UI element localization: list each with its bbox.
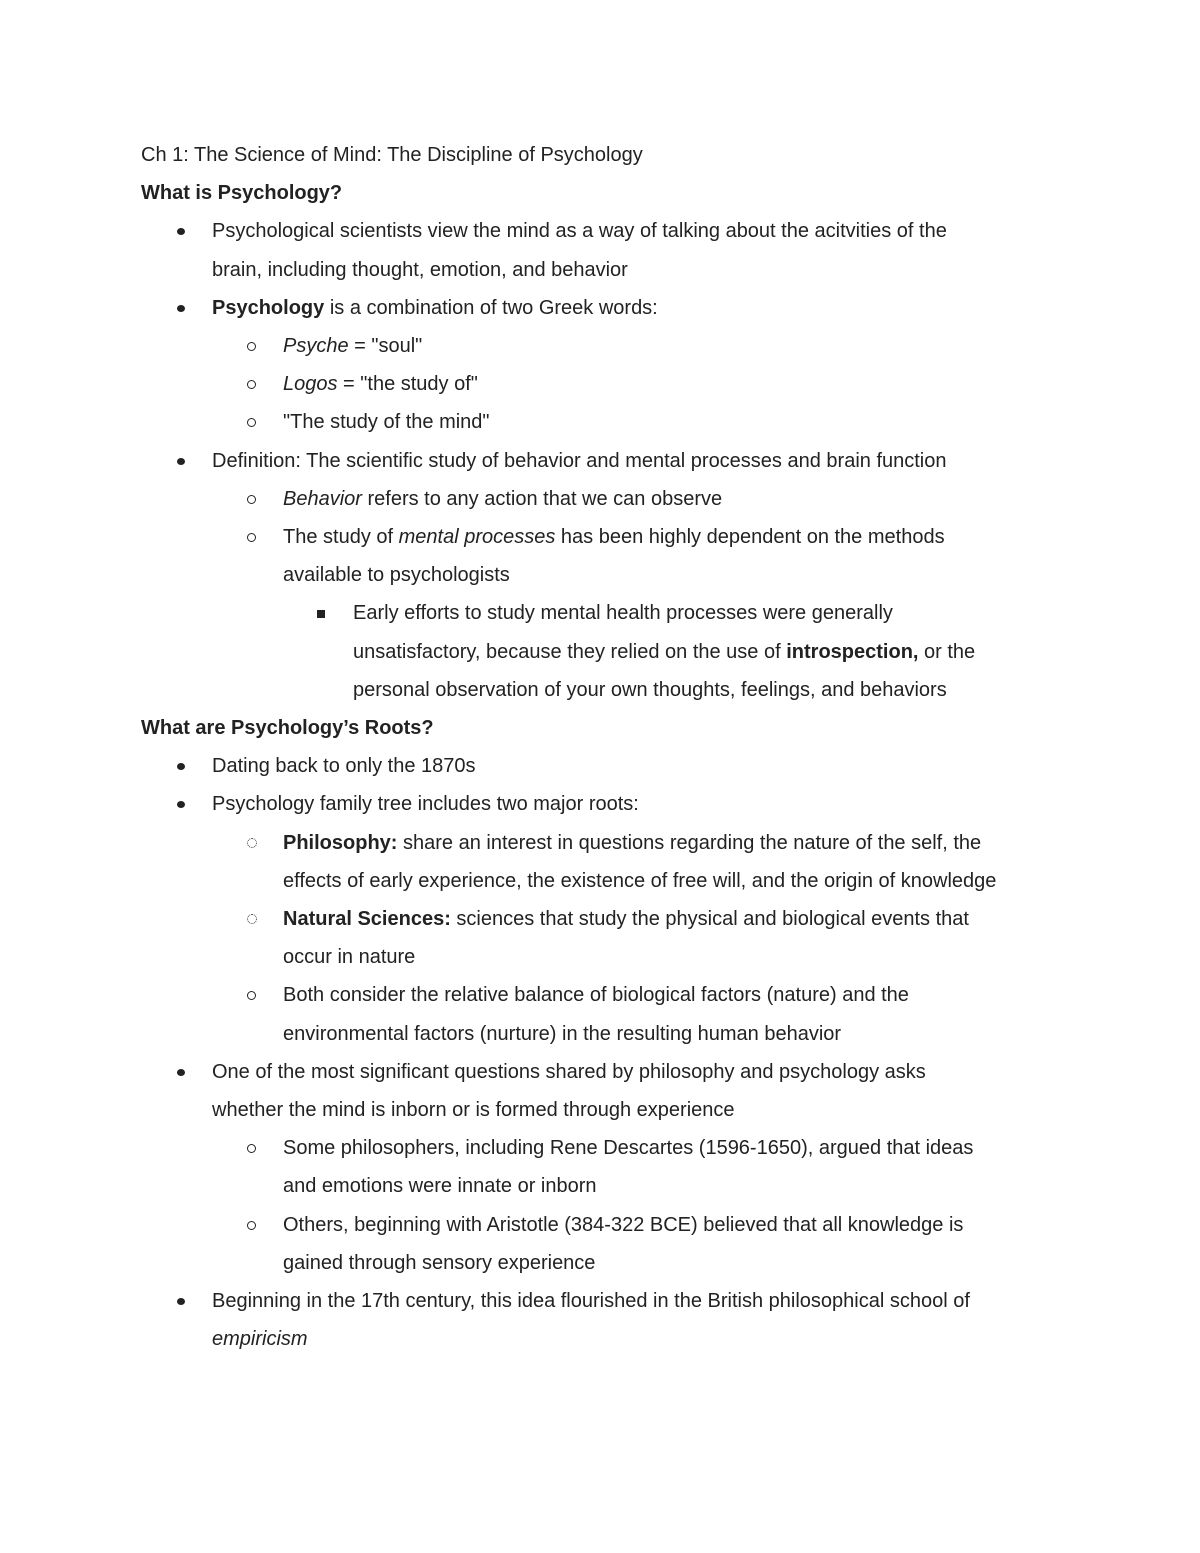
list-item-text: "The study of the mind" <box>283 411 490 434</box>
bold-term: Philosophy: <box>283 831 398 854</box>
document-title: Ch 1: The Science of Mind: The Discipline of Psychology <box>141 144 643 166</box>
list-item-text: One of the most significant questions shared by philosophy and psychology asks <box>212 1060 926 1083</box>
list-item-text: The study of <box>283 526 399 549</box>
list-item-text: unsatisfactory, because they relied on the use of <box>353 640 787 663</box>
list-item-continuation: brain, including thought, emotion, and behavior <box>212 258 628 281</box>
list-item-continuation: occur in nature <box>283 946 416 969</box>
list-item <box>141 480 1071 518</box>
list-item <box>141 518 1071 556</box>
list-item <box>141 1053 1071 1091</box>
list-item-text: sciences that study the physical and biological events that <box>450 908 969 931</box>
list-item <box>141 900 1071 938</box>
italic-term: Logos <box>283 373 338 396</box>
list-item-text: refers to any action that we can observe <box>361 487 723 510</box>
list-item-text: or the <box>918 640 976 663</box>
list-item <box>141 747 1071 785</box>
list-item-text: Some philosophers, including Rene Descartes (1596-1650), argued that ideas <box>283 1137 974 1160</box>
list-item-text: Definition: The scientific study of behavior and mental processes and brain function <box>212 449 947 472</box>
list-item <box>141 212 1071 250</box>
list-item-continuation: personal observation of your own thoughts, feelings, and behaviors <box>353 678 947 701</box>
list-item-text: Beginning in the 17th century, this idea flourished in the British philosophical school of <box>212 1290 970 1313</box>
list-item-text: share an interest in questions regarding the nature of the self, the <box>397 831 982 854</box>
list-item <box>141 594 1071 632</box>
bold-term: Psychology <box>212 296 325 319</box>
italic-term: Behavior <box>283 487 362 510</box>
list-item <box>141 785 1071 823</box>
list-item-continuation: environmental factors (nurture) in the resulting human behavior <box>283 1022 842 1045</box>
list-item <box>141 1206 1071 1244</box>
list-item <box>141 1129 1071 1167</box>
list-item-continuation: gained through sensory experience <box>283 1251 596 1274</box>
list-item-continuation: whether the mind is inborn or is formed through experience <box>212 1099 735 1122</box>
list-item-continuation: and emotions were innate or inborn <box>283 1175 597 1198</box>
list-item-continuation <box>141 633 1071 671</box>
list-item-text: Psychology family tree includes two major roots: <box>212 793 639 816</box>
section-heading-psychology-roots: What are Psychology’s Roots? <box>141 717 434 740</box>
list-item <box>141 289 1071 327</box>
italic-term: Psyche <box>283 335 349 358</box>
list-item-text: is a combination of two Greek words: <box>324 296 658 319</box>
list-item <box>141 1282 1071 1320</box>
list-item <box>141 365 1071 403</box>
list-item-text: Dating back to only the 1870s <box>212 755 476 778</box>
list-item-continuation: available to psychologists <box>283 564 510 587</box>
list-item-continuation: effects of early experience, the existence of free will, and the origin of knowledge <box>283 869 997 892</box>
list-item-text: has been highly dependent on the methods <box>555 526 945 549</box>
list-item-text: Psychological scientists view the mind as a way of talking about the acitvities of the <box>212 220 947 243</box>
list-item-continuation <box>141 1320 1071 1358</box>
list-item-text: Early efforts to study mental health processes were generally <box>353 602 893 625</box>
list-item <box>141 403 1071 441</box>
bold-term: introspection, <box>786 640 919 663</box>
list-item-text: Both consider the relative balance of biological factors (nature) and the <box>283 984 909 1007</box>
section-heading-what-is-psychology: What is Psychology? <box>141 182 343 205</box>
document-page <box>141 136 1071 1359</box>
list-item <box>141 976 1071 1014</box>
list-item <box>141 442 1071 480</box>
bold-term: Natural Sciences: <box>283 908 451 931</box>
list-item-text: = "the study of" <box>337 373 478 396</box>
italic-term: mental processes <box>398 526 556 549</box>
list-item-text: Others, beginning with Aristotle (384-322 BCE) believed that all knowledge is <box>283 1213 964 1236</box>
italic-term: empiricism <box>212 1328 308 1351</box>
list-item <box>141 327 1071 365</box>
list-item-text: = "soul" <box>348 335 423 358</box>
list-item <box>141 824 1071 862</box>
